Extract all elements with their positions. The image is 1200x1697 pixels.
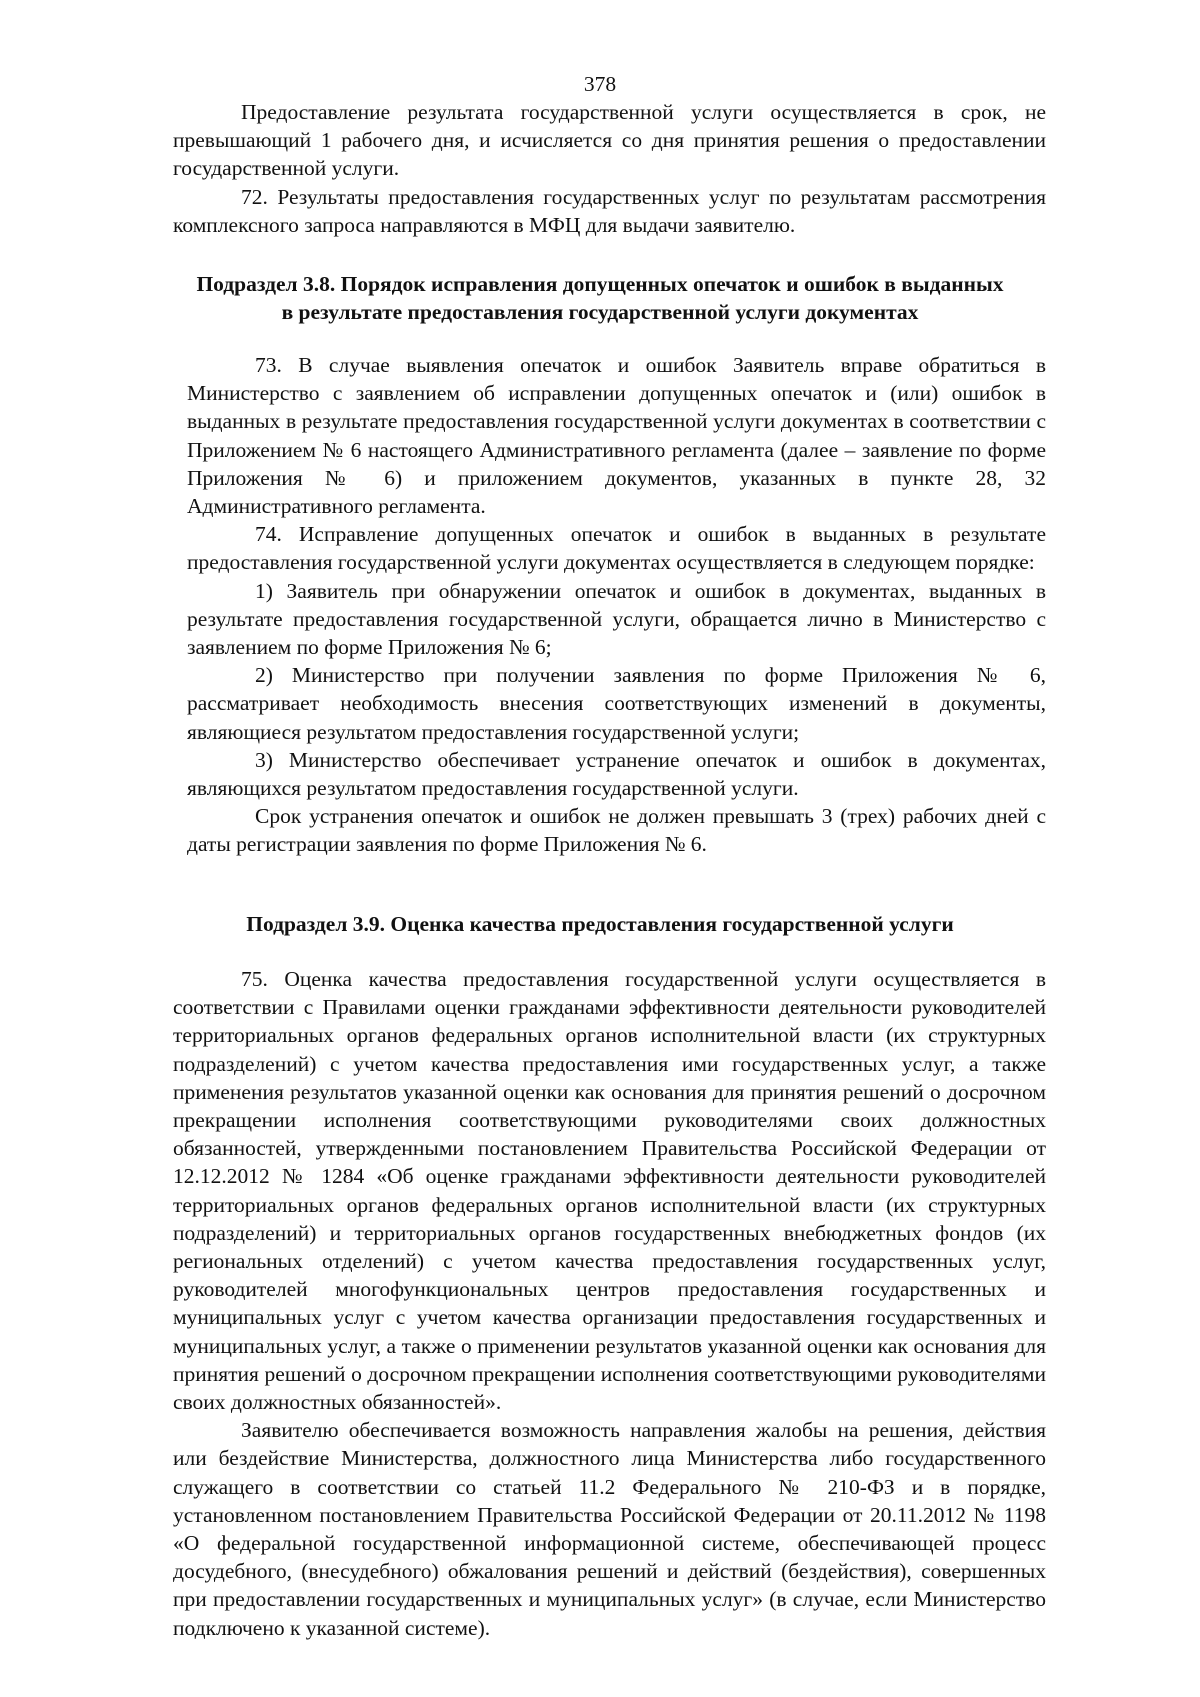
list-item-2: 2) Министерство при получении заявления по форме Приложения № 6, рассматривает необходимость внесения соответствующих изменений в документы, являющиеся результатом предоставления государственной услуги; <box>187 663 1046 744</box>
paragraph-75: 75. Оценка качества предоставления государственной услуги осуществляется в соответствии с Правилами оценки гражданами эффективности деятельности руководителей территориальных органов федеральных органов исполнительной власти (их структурных подразделений) с учетом качества предоставления ими государственных услуг, а также применения результатов указанной оценки как основания для принятия решений о досрочном прекращении исполнения соответствующими руководителями своих должностных обязанностей, утвержденными постановлением Правительства Российской Федерации от 12.12.2012 № 1284 «Об оценке гражданами эффективности деятельности руководителей территориальных органов федеральных органов исполнительной власти (их структурных подразделений) и территориальных органов государственных внебюджетных фондов (их региональных отделений) с учетом качества предоставления государственных услуг, руководителей многофункциональных центров предоставления государственных и муниципальных услуг с учетом качества организации предоставления государственных и муниципальных услуг, а также о применении результатов указанной оценки как основания для принятия решений о досрочном прекращении исполнения соответствующими руководителями своих должностных обязанностей». <box>173 967 1046 1415</box>
paragraph-74: 74. Исправление допущенных опечаток и ошибок в выданных в результате предоставления государственной услуги документах осуществляется в следующем порядке: <box>187 522 1046 575</box>
intro-block <box>173 98 1046 239</box>
list-item-1: 1) Заявитель при обнаружении опечаток и ошибок в документах, выданных в результате предоставления государственной услуги, обращается лично в Министерство с заявлением по форме Приложения № 6; <box>187 578 1046 660</box>
list-item-3: 3) Министерство обеспечивает устранение опечаток и ошибок в документах, являющихся результатом предоставления государственной услуги. <box>187 747 1046 801</box>
section-3-9-heading <box>150 910 1050 938</box>
paragraph-result-term: Предоставление результата государственной услуги осуществляется в срок, не превышающий 1 рабочего дня, и исчисляется со дня принятия решения о предоставлении государственной услуги. <box>173 100 1046 181</box>
section-3-9-title: Подраздел 3.9. Оценка качества предоставления государственной услуги <box>246 912 954 936</box>
section-3-8-title-line-1: Подраздел 3.8. Порядок исправления допущенных опечаток и ошибок в выданных <box>196 272 1004 296</box>
paragraph-correction-term: Срок устранения опечаток и ошибок не должен превышать 3 (трех) рабочих дней с даты регистрации заявления по форме Приложения № 6. <box>187 804 1046 857</box>
paragraph-72: 72. Результаты предоставления государственных услуг по результатам рассмотрения комплексного запроса направляются в МФЦ для выдачи заявителю. <box>173 184 1046 237</box>
paragraph-73: 73. В случае выявления опечаток и ошибок Заявитель вправе обратиться в Министерство с заявлением об исправлении допущенных опечаток и (или) ошибок в выданных в результате предоставления государственной услуги документах в соответствии с Приложением № 6 настоящего Административного регламента (далее – заявление по форме Приложения № 6) и приложением документов, указанных в пункте 28, 32 Административного регламента. <box>187 353 1046 519</box>
section-3-8-title-line-2: в результате предоставления государственной услуги документах <box>281 300 919 325</box>
section-3-8-heading <box>150 270 1050 326</box>
page-number: 378 <box>583 72 617 96</box>
section-3-9-body <box>173 965 1046 1642</box>
paragraph-complaint: Заявителю обеспечивается возможность направления жалобы на решения, действия или бездействие Министерства, должностного лица Министерства либо государственного служащего в соответствии со статьей 11.2 Федерального № 210-ФЗ и в порядке, установленном постановлением Правительства Российской Федерации от 20.11.2012 № 1198 «О федеральной государственной информационной системе, обеспечивающей процесс досудебного, (внесудебного) обжалования решений и действий (бездействия), совершенных при предоставлении государственных и муниципальных услуг» (в случае, если Министерство подключено к указанной системе). <box>173 1418 1046 1640</box>
section-3-8-body <box>187 351 1046 859</box>
